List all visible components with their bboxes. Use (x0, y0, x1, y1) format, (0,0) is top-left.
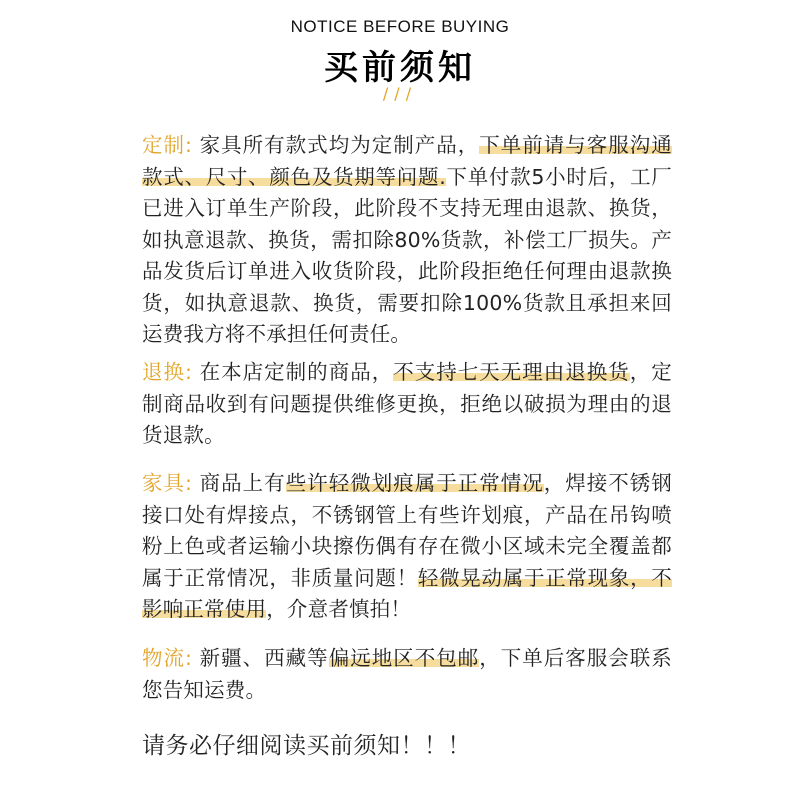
notice-subtitle: NOTICE BEFORE BUYING (290, 17, 510, 36)
section-label: 退换: (142, 360, 193, 384)
decorative-slashes: /// (382, 84, 418, 103)
page-title: 买前须知 (324, 48, 476, 88)
section-label: 物流: (142, 646, 193, 670)
highlighted-text: 些许轻微划痕属于正常情况 (285, 471, 544, 495)
text-run: ，焊接不锈钢接口处有焊接点，不锈钢管上有些许划痕，产品在吊钩喷粉上色或者运输小块擦伤偶有存在微小区域未完全覆盖都属于正常情况，非质量问题！ (142, 471, 672, 590)
text-run: 新疆、西藏等 (199, 646, 329, 670)
text-run: 商品上有 (199, 471, 286, 495)
text-run: 在本店定制的商品， (199, 360, 394, 384)
highlighted-text: 轻微晃动属于正常现象，不影响正常使用 (142, 565, 672, 621)
highlighted-text: 下单前请与客服沟通款式、尺寸、颜色及货期等问题. (142, 133, 672, 189)
text-run: ，介意者慎拍！ (266, 597, 412, 621)
text-run: 下单付款5小时后，工厂已进入订单生产阶段，此阶段不支持无理由退款、换货，如执意退款、换货，需扣除80%货款，补偿工厂损失。产品发货后订单进入收货阶段，此阶段拒绝任何理由退款换货，如执意退款、换货，需要扣除100%货款且承担来回运费我方将不承担任何责任。 (142, 164, 673, 346)
section-label: 家具: (142, 471, 193, 495)
section-returns (142, 357, 672, 452)
highlighted-text: 不支持七天无理由退换货 (393, 360, 630, 384)
section-custom (142, 130, 672, 351)
closing-reminder: 请务必仔细阅读买前须知！！！ (142, 733, 471, 759)
section-label: 定制: (142, 133, 193, 157)
text-run: 家具所有款式均为定制产品， (199, 133, 480, 157)
section-furniture (142, 468, 672, 626)
section-shipping (142, 643, 672, 706)
highlighted-text: 偏远地区不包邮 (328, 646, 480, 670)
text-run: ，定制商品收到有问题提供维修更换，拒绝以破损为理由的退货退款。 (142, 360, 673, 447)
text-run: ，下单后客服会联系您告知运费。 (142, 646, 672, 702)
